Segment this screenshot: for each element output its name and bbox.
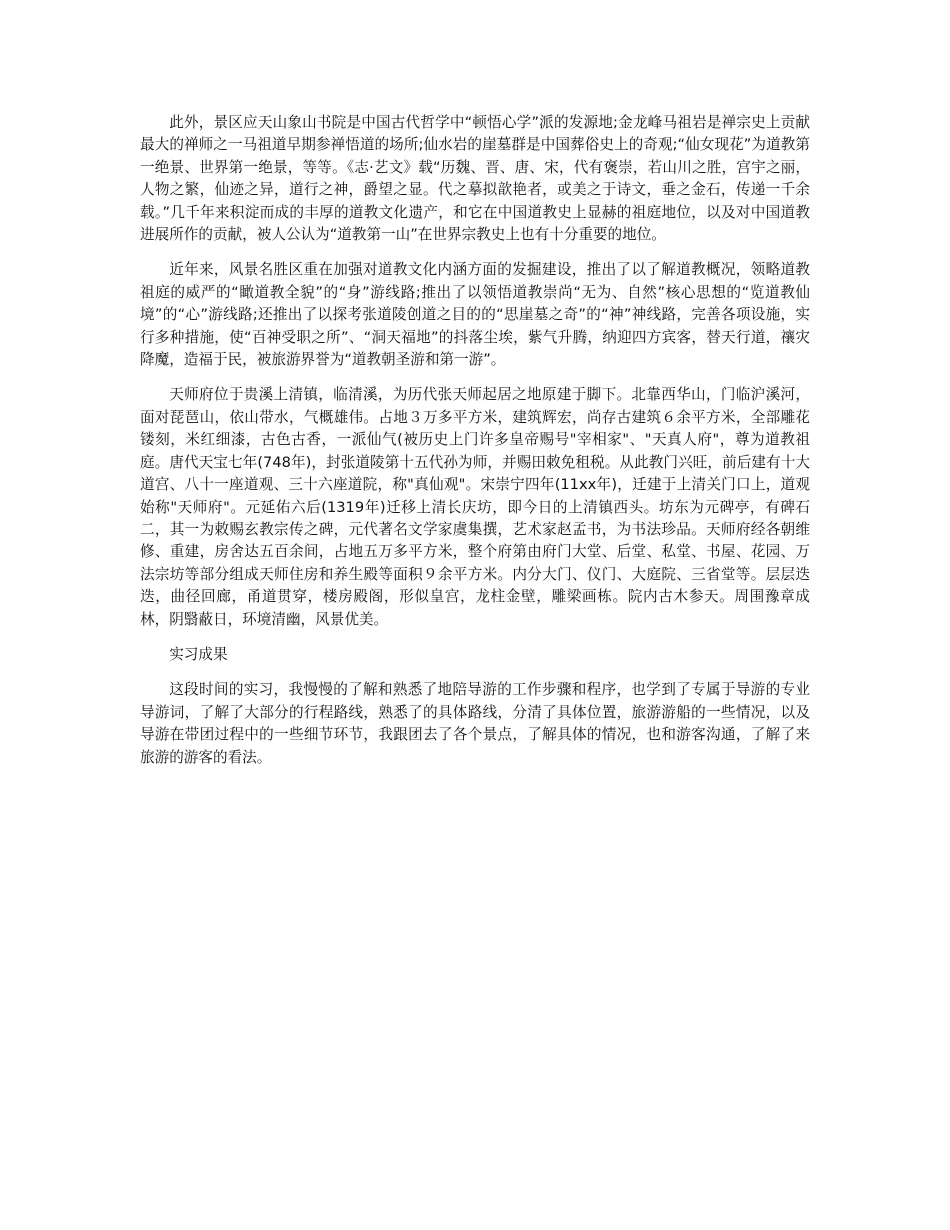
paragraph-tianshi-mansion: 天师府位于贵溪上清镇，临清溪，为历代张天师起居之地原建于脚下。北靠西华山，门临沪溪河，面对琵琶山，依山带水，气概雄伟。占地３万多平方米，建筑辉宏，尚存古建筑６余平方米，全部雕花镂刻，米红细漆，古色古香，一派仙气(被历史上门许多皇帝赐号"宰相家"、"天真人府"，尊为道教祖庭。唐代天宝七年(748年)，封张道陵第十五代孙为师，并赐田敕免租税。从此教门兴旺，前后建有十大道宫、八十一座道观、三十六座道院，称"真仙观"。宋崇宁四年(11xx年)，迁建于上清关门口上，道观始称"天师府"。元延佑六后(1319年)迁移上清长庆坊，即今日的上清镇西头。坊东为元碑亭，有碑石二，其一为敕赐玄教宗传之碑，元代著名文学家虞集撰，艺术家赵孟书，为书法珍品。天师府经各朝维修、重建，房舍达五百余间，占地五万多平方米，整个府第由府门大堂、后堂、私堂、书屋、花园、万法宗坊等部分组成天师住房和养生殿等面积９余平方米。内分大门、仪门、大庭院、三省堂等。层层迭迭，曲径回廊，甬道贯穿，楼房殿阁，形似皇宫，龙柱金壁，雕梁画栋。院内古木参天。周围豫章成林，阴翳蔽日，环境清幽，风景优美。 <box>140 386 810 628</box>
paragraph-scenic-sites: 此外，景区应天山象山书院是中国古代哲学中“顿悟心学”派的发源地;金龙峰马祖岩是禅宗史上贡献最大的禅师之一马祖道早期参禅悟道的场所;仙水岩的崖墓群是中国葬俗史上的奇观;“仙女现花”为道教第一绝景、世界第一绝景，等等。《志·艺文》载“历魏、晋、唐、宋，代有褒崇，若山川之胜，宫宇之丽，人物之繁，仙迹之异，道行之神，爵望之显。代之摹拟歆艳者，或美之于诗文，垂之金石，传递一千余载。”几千年来积淀而成的丰厚的道教文化遗产，和它在中国道教史上显赫的祖庭地位，以及对中国道教进展所作的贡献，被人公认为“道教第一山”在世界宗教史上也有十分重要的地位。 <box>140 114 810 244</box>
document-body <box>140 112 810 782</box>
paragraph-tour-routes: 近年来，风景名胜区重在加强对道教文化内涵方面的发掘建设，推出了以了解道教概况，领略道教祖庭的威严的“瞰道教全貌”的“身”游线路;推出了以领悟道教崇尚“无为、自然”核心思想的“览道教仙境”的“心”游线路;还推出了以探考张道陵创道之目的的“思崖墓之奇”的“神”神线路，完善各项设施，实行多种措施，使“百神受职之所”、“洞天福地”的抖落尘埃，紫气升腾，纳迎四方宾客，替天行道，禳灾降魔，造福于民，被旅游界誉为“道教朝圣游和第一游”。 <box>140 261 810 369</box>
paragraph-internship-results: 这段时间的实习，我慢慢的了解和熟悉了地陪导游的工作步骤和程序，也学到了专属于导游的专业导游词，了解了大部分的行程路线，熟悉了的具体路线，分清了具体位置，旅游游船的一些情况，以及导游在带团过程中的一些细节环节，我跟团去了各个景点，了解具体的情况，也和游客沟通，了解了来旅游的游客的看法。 <box>140 681 810 766</box>
section-heading: 实习成果 <box>169 645 228 663</box>
